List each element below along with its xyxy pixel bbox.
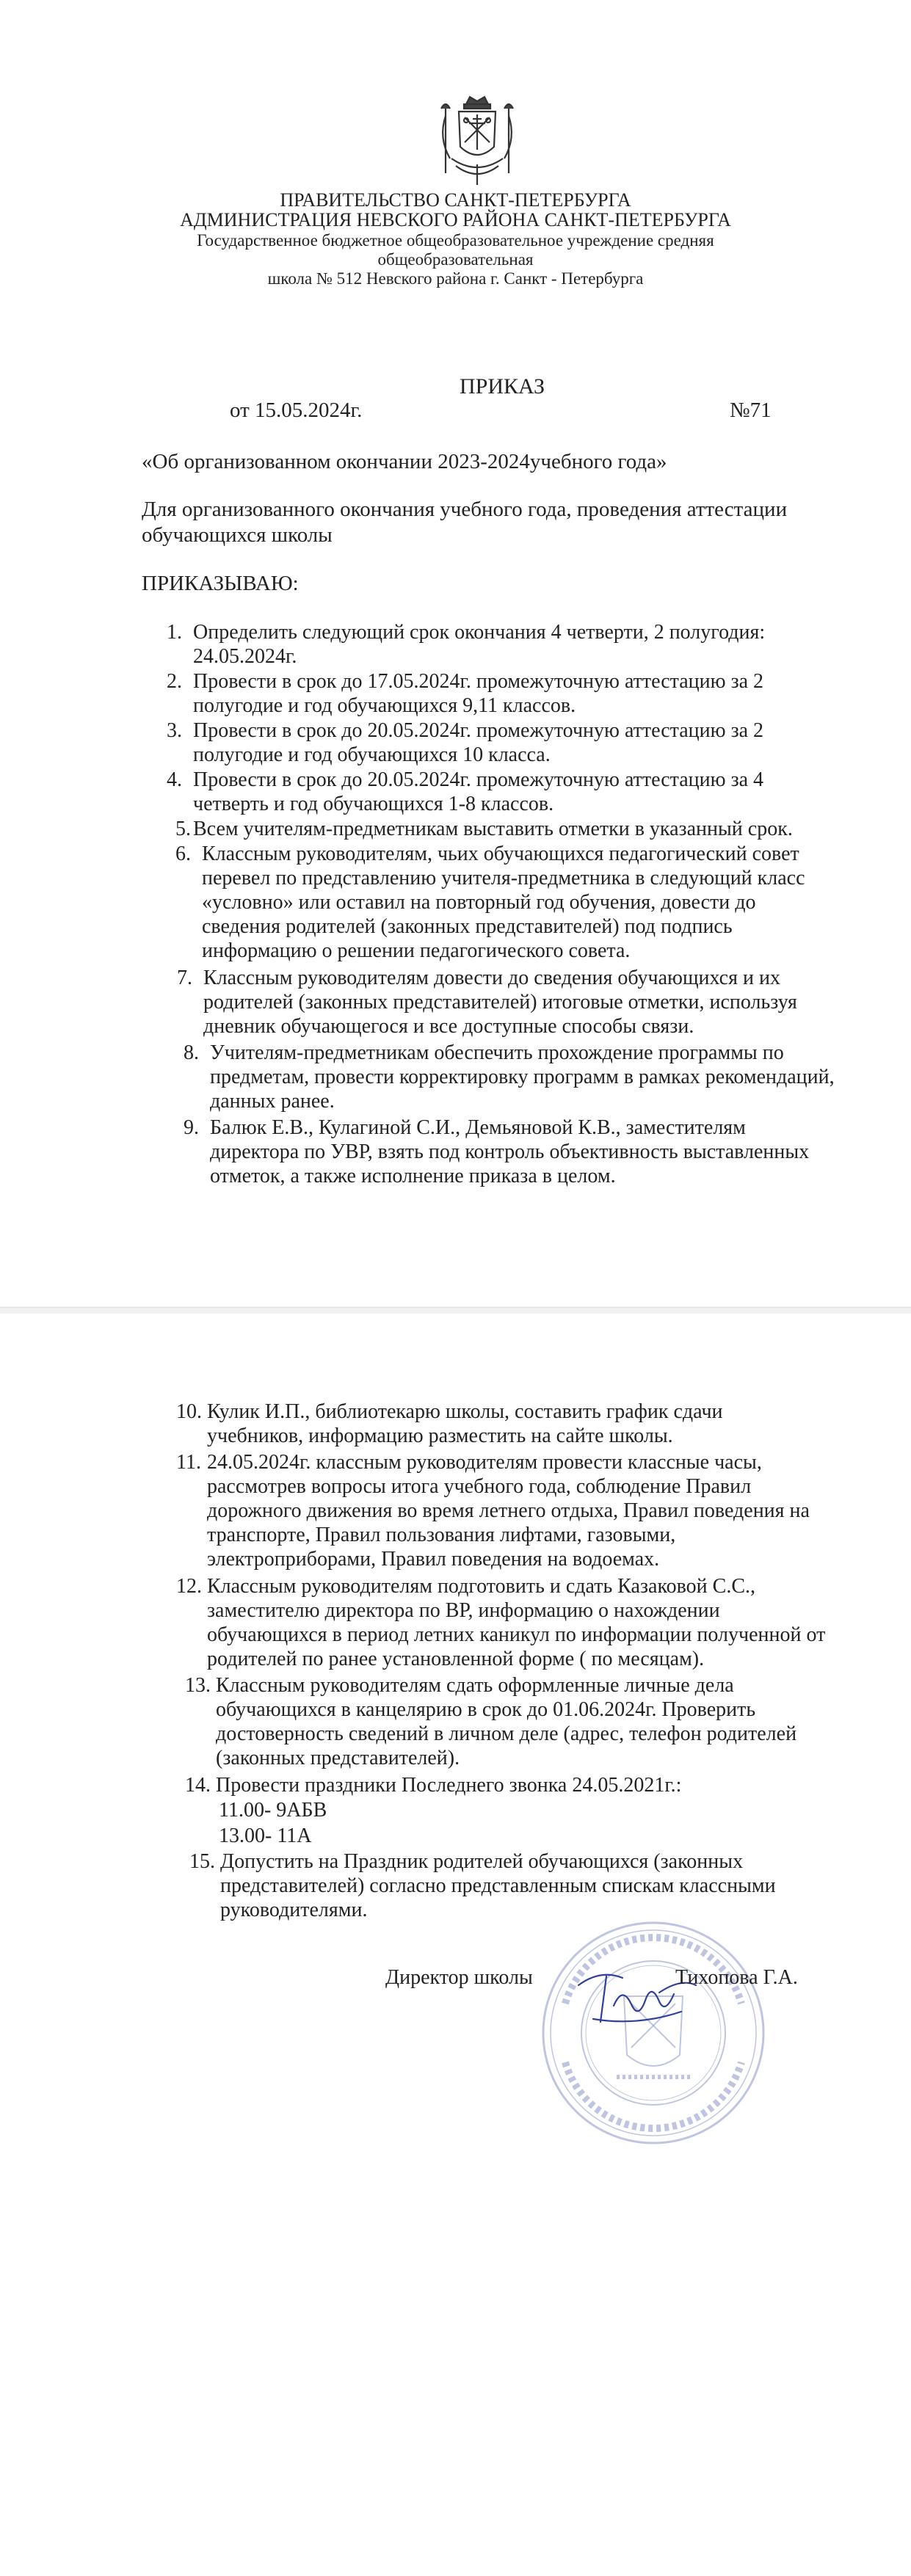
order-date: от 15.05.2024г.: [230, 399, 363, 422]
order-item: [176, 1574, 881, 1671]
order-item: [167, 768, 857, 816]
item-text: Кулик И.П., библиотекарю школы, составить график сдачи учебников, информацию разместить на сайте школы.: [207, 1400, 723, 1447]
item-text: Провести в срок до 17.05.2024г. промежуточную аттестацию за 2 полугодие и год обучающихся 9,11 классов.: [193, 670, 764, 717]
page-separator-line: [0, 1307, 911, 1308]
header-school-name: школа № 512 Невского района г. Санкт - Петербурга: [267, 269, 644, 288]
order-item: [185, 1673, 890, 1770]
item-text: Классным руководителям подготовить и сдать Казаковой С.С., заместителю директора по ВР, информацию о нахождении обучающихся в период летних каникул по информации полученной от родителей по ранее установленной форме ( по месяцам).: [207, 1575, 826, 1670]
order-title: ПРИКАЗ: [460, 374, 545, 399]
item-number: 11.: [176, 1451, 201, 1474]
order-item: [184, 1116, 874, 1188]
item-text: Провести в срок до 20.05.2024г. промежуточную аттестацию за 2 полугодие и год обучающихся 10 класса.: [193, 719, 764, 766]
item-number: 14.: [185, 1774, 211, 1797]
order-item: [189, 1849, 894, 1922]
order-item: [177, 966, 867, 1038]
header-school-type: Государственное бюджетное общеобразовательное учреждение средняя: [197, 231, 714, 250]
order-item: [167, 620, 857, 669]
item-number: 4.: [167, 768, 182, 791]
order-number: №71: [730, 399, 772, 422]
order-item: [167, 669, 857, 718]
item-text: Провести праздники Последнего звонка 24.05.2021г.:: [216, 1774, 682, 1797]
order-preamble: Для организованного окончания учебного года, проведения аттестации обучающихся школы: [142, 498, 788, 547]
item-number: 12.: [176, 1575, 202, 1598]
item-text: Классным руководителям довести до сведения обучающихся и их родителей (законных представителей) итоговые отметки, используя дневник обучающегося и все доступные способы связи.: [203, 967, 797, 1038]
order-item: [176, 1400, 881, 1448]
order-item: [176, 1450, 881, 1571]
header-school-type-cont: общеобразовательная: [377, 250, 534, 269]
item-number: 10.: [176, 1400, 202, 1423]
item-text: Учителям-предметникам обеспечить прохождение программы по предметам, провести корректировку программ в рамках рекомендаций, данных ранее.: [210, 1041, 835, 1113]
item-text: Всем учителям-предметникам выставить отметки в указанный срок.: [193, 818, 793, 840]
item-number: 15.: [189, 1850, 215, 1873]
header-administration: АДМИНИСТРАЦИЯ НЕВСКОГО РАЙОНА САНКТ-ПЕТЕРБУРГА: [180, 209, 731, 230]
order-command: ПРИКАЗЫВАЮ:: [142, 572, 299, 595]
order-item: [167, 718, 857, 767]
item-text: Допустить на Праздник родителей обучающихся (законных представителей) согласно представленным спискам классными руководителями.: [220, 1850, 776, 1921]
item-text: Определить следующий срок окончания 4 четверти, 2 полугодия: 24.05.2024г.: [193, 621, 766, 668]
signature-name: Тихопова Г.А.: [675, 1966, 798, 1989]
item-number: 1.: [167, 621, 182, 644]
item-text: Классным руководителям сдать оформленные личные дела обучающихся в канцелярию в срок до 01.06.2024г. Проверить достоверность сведений в личном деле (адрес, телефон родителей (законных представителей).: [216, 1674, 797, 1769]
item-number: 2.: [167, 670, 182, 693]
signature-position: Директор школы: [385, 1966, 533, 1989]
item-text: 24.05.2024г. классным руководителям провести классные часы, рассмотрев вопросы итога учебного года, соблюдение Правил дорожного движения во время летнего отдыха, Правил поведения на транспорте, Правил пользования лифтами, газовыми, электроприборами, Правил поведения на водоемах.: [207, 1451, 810, 1571]
header-government: ПРАВИТЕЛЬСТВО САНКТ-ПЕТЕРБУРГА: [280, 189, 631, 211]
schedule-item: 13.00- 11А: [219, 1824, 312, 1847]
order-subject: «Об организованном окончании 2023-2024учебного года»: [142, 450, 667, 473]
item-number: 7.: [177, 967, 192, 989]
item-number: 3.: [167, 719, 182, 742]
item-number: 5.: [175, 818, 191, 840]
order-item: [175, 817, 865, 841]
order-item: [185, 1773, 890, 1797]
school-round-stamp-icon: [536, 1915, 771, 2150]
order-item: [175, 842, 865, 963]
item-text: Классным руководителям, чьих обучающихся педагогический совет перевел по представлению учителя-предметника в следующий класс «условно» или оставил на повторный год обучения, довести до сведения родителей (законных представителей) под подпись информацию о решении педагогического совета.: [202, 843, 805, 962]
st-petersburg-coat-of-arms-icon: [429, 94, 525, 188]
item-number: 9.: [184, 1116, 199, 1139]
item-text: Балюк Е.В., Кулагиной С.И., Демьяновой К.В., заместителям директора по УВР, взять под контроль объективность выставленных отметок, а также исполнение приказа в целом.: [210, 1116, 810, 1187]
item-number: 6.: [175, 843, 191, 865]
item-number: 13.: [185, 1674, 211, 1697]
order-item: [184, 1041, 874, 1113]
item-number: 8.: [184, 1041, 199, 1064]
item-text: Провести в срок до 20.05.2024г. промежуточную аттестацию за 4 четверть и год обучающихся 1-8 классов.: [193, 768, 764, 815]
schedule-item: 11.00- 9АБВ: [219, 1799, 327, 1822]
